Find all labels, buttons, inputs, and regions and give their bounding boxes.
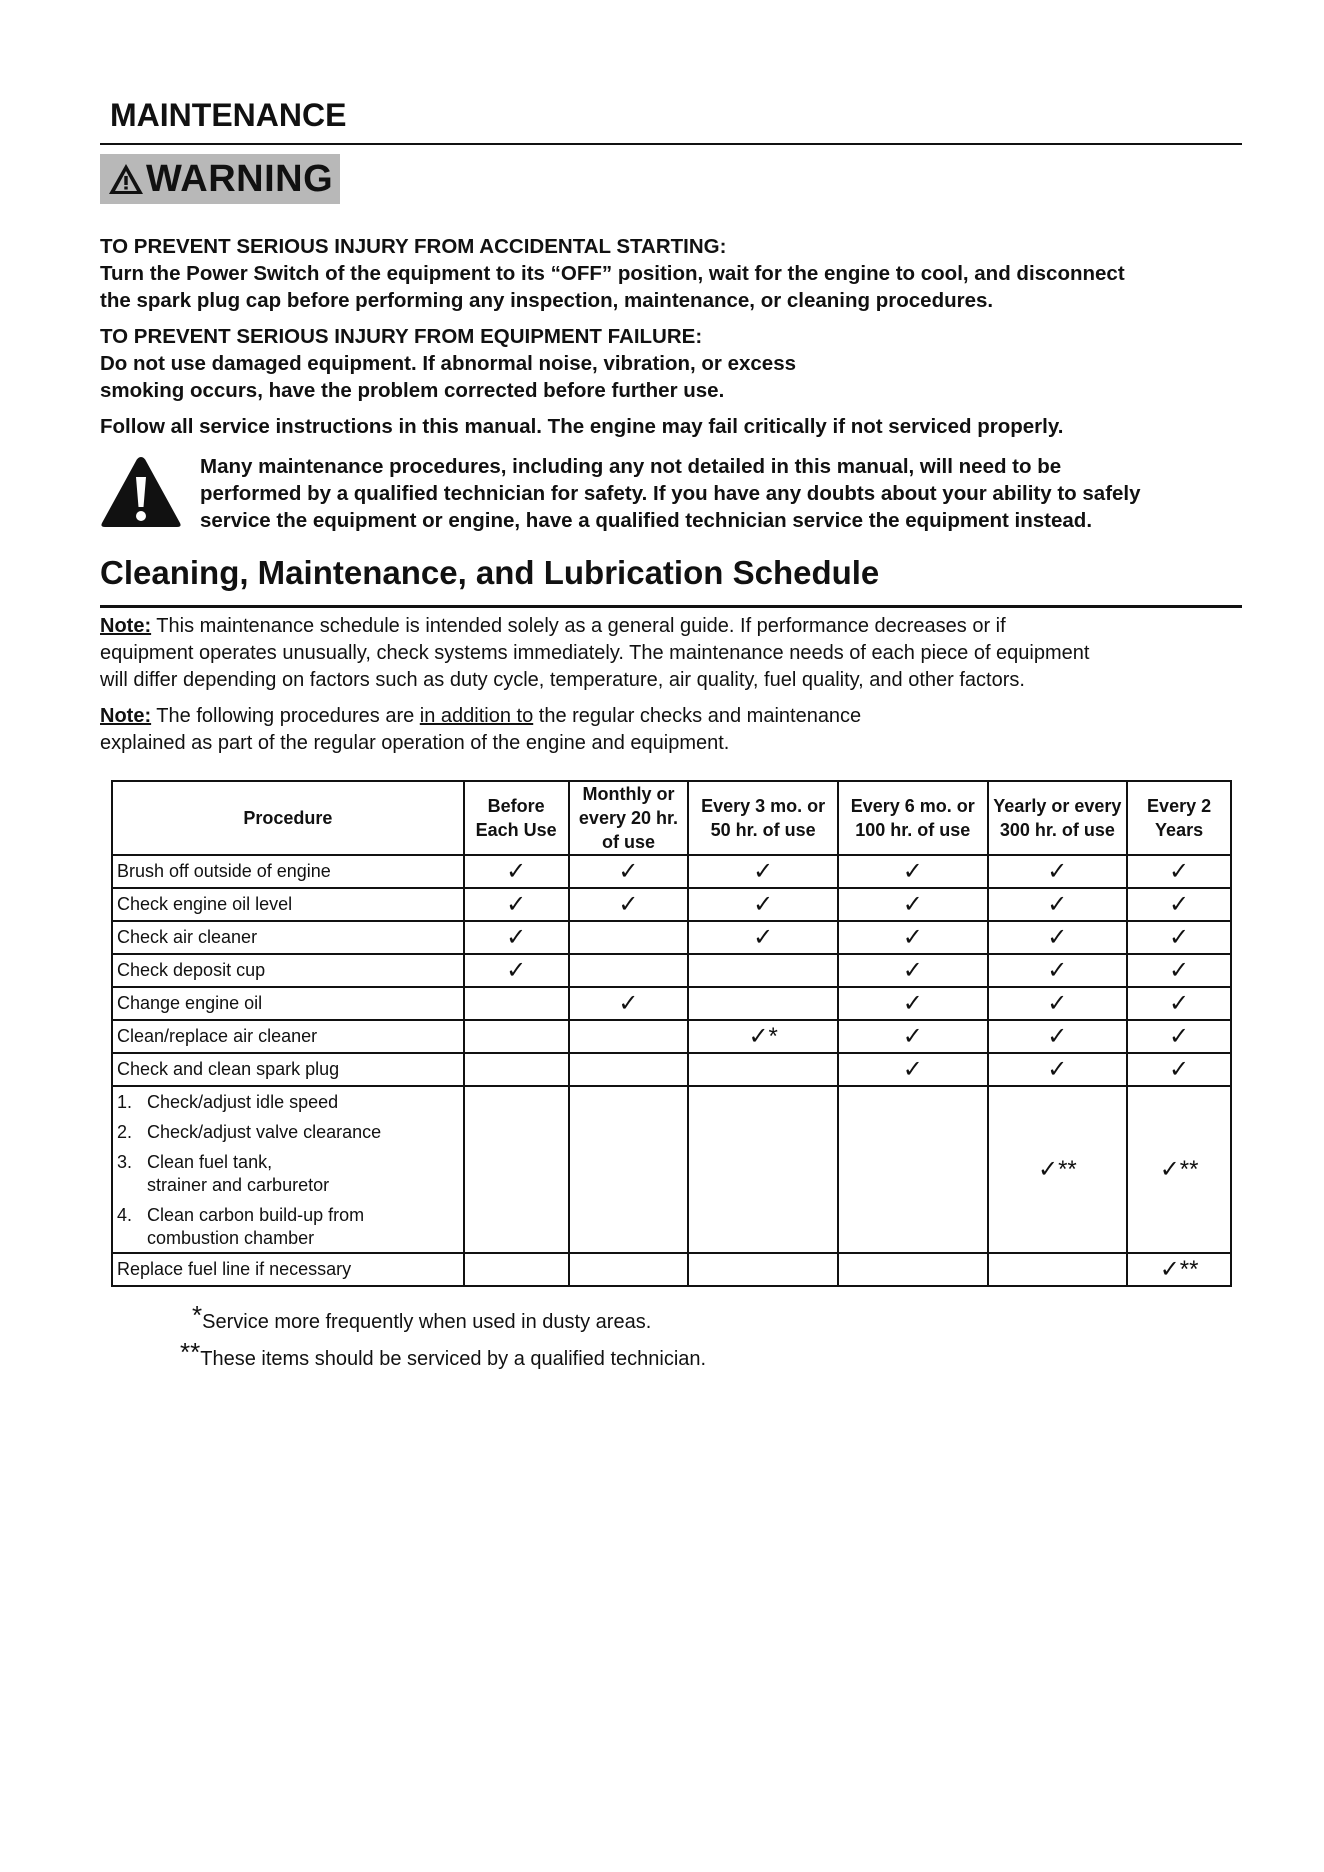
check-cell — [838, 1086, 988, 1253]
check-cell: ✓ — [1127, 855, 1231, 888]
accidental-start-warning — [100, 233, 1125, 314]
check-cell: ✓ — [688, 855, 838, 888]
note-1-line-2: equipment operates unusually, check systems immediately. The maintenance needs of each piece of equipment — [100, 642, 1090, 664]
check-cell — [688, 1053, 838, 1086]
check-cell — [464, 1253, 569, 1286]
title-rule — [100, 143, 1242, 145]
grouped-procedures — [112, 1086, 464, 1253]
accidental-line-1: Turn the Power Switch of the equipment to its “OFF” position, wait for the engine to cool, and disconnect — [100, 262, 1125, 285]
item-text: Clean carbon build-up from combustion chamber — [147, 1205, 365, 1248]
section-title: MAINTENANCE — [110, 97, 347, 133]
check-cell: ✓ — [1127, 954, 1231, 987]
check-cell: ✓** — [988, 1086, 1128, 1253]
check-cell: ✓ — [988, 921, 1128, 954]
check-cell: ✓ — [988, 987, 1128, 1020]
note-label: Note: — [100, 705, 152, 727]
failure-line-1: Do not use damaged equipment. If abnormal noise, vibration, or excess — [100, 352, 797, 375]
header-yearly: Yearly or every 300 hr. of use — [988, 781, 1128, 855]
procedure-cell: Check deposit cup — [112, 954, 464, 987]
follow-instructions — [100, 413, 1063, 440]
procedure-cell: Check air cleaner — [112, 921, 464, 954]
table-row — [112, 1020, 1231, 1053]
check-cell: ✓ — [464, 921, 569, 954]
check-cell: ✓ — [988, 1020, 1128, 1053]
check-cell — [838, 1253, 988, 1286]
procedure-cell: Check and clean spark plug — [112, 1053, 464, 1086]
failure-heading: TO PREVENT SERIOUS INJURY FROM EQUIPMENT FAILURE: — [100, 325, 703, 348]
table-row-group — [112, 1086, 1231, 1253]
check-cell: ✓ — [1127, 921, 1231, 954]
check-cell: ✓ — [988, 1053, 1128, 1086]
footnote-single-star — [180, 1300, 706, 1337]
footnote-marker: * — [192, 1300, 203, 1330]
warning-label: WARNING — [146, 157, 334, 200]
warning-badge — [100, 154, 340, 204]
list-item — [117, 1151, 459, 1197]
check-cell — [688, 987, 838, 1020]
check-cell: ✓ — [838, 954, 988, 987]
check-cell — [688, 954, 838, 987]
header-3-months: Every 3 mo. or 50 hr. of use — [688, 781, 838, 855]
check-cell — [464, 1053, 569, 1086]
check-cell: ✓ — [988, 954, 1128, 987]
check-cell: ✓ — [569, 855, 689, 888]
note-2 — [100, 703, 861, 757]
caution-line-2: performed by a qualified technician for safety. If you have any doubts about your ability to safely — [200, 482, 1141, 505]
check-cell: ✓ — [569, 987, 689, 1020]
check-cell: ✓ — [688, 921, 838, 954]
check-cell: ✓ — [838, 1053, 988, 1086]
check-cell: ✓ — [1127, 1053, 1231, 1086]
procedure-cell: Clean/replace air cleaner — [112, 1020, 464, 1053]
check-cell: ✓ — [464, 855, 569, 888]
check-cell: ✓ — [688, 888, 838, 921]
header-procedure: Procedure — [112, 781, 464, 855]
check-cell — [464, 987, 569, 1020]
check-cell: ✓ — [988, 855, 1128, 888]
table-row — [112, 888, 1231, 921]
check-cell — [464, 1020, 569, 1053]
check-cell: ✓ — [838, 888, 988, 921]
table-row — [112, 954, 1231, 987]
check-cell — [569, 1053, 689, 1086]
item-text: Clean fuel tank, strainer and carburetor — [147, 1152, 330, 1195]
table-header-row — [112, 781, 1231, 855]
note-2-post: the regular checks and maintenance — [533, 705, 862, 727]
list-item — [117, 1121, 459, 1144]
footnote-double-star — [180, 1337, 706, 1374]
check-cell: ✓ — [1127, 1020, 1231, 1053]
footnote-marker: ** — [180, 1337, 201, 1367]
list-item — [117, 1091, 459, 1114]
note-2-line-1 — [100, 703, 861, 730]
check-cell — [688, 1086, 838, 1253]
procedure-cell: Check engine oil level — [112, 888, 464, 921]
check-cell: ✓** — [1127, 1253, 1231, 1286]
check-cell — [569, 921, 689, 954]
accidental-line-2: the spark plug cap before performing any inspection, maintenance, or cleaning procedures. — [100, 289, 994, 312]
table-row — [112, 1253, 1231, 1286]
procedure-cell: Replace fuel line if necessary — [112, 1253, 464, 1286]
procedure-cell: Change engine oil — [112, 987, 464, 1020]
check-cell — [569, 1020, 689, 1053]
check-cell — [464, 1086, 569, 1253]
header-before-each-use: Before Each Use — [464, 781, 569, 855]
item-number: 4. — [117, 1205, 133, 1225]
check-cell: ✓ — [1127, 987, 1231, 1020]
check-cell: ✓ — [838, 987, 988, 1020]
item-text: Check/adjust valve clearance — [147, 1122, 382, 1142]
footnote-text: These items should be serviced by a qualified technician. — [200, 1348, 707, 1370]
footnote-text: Service more frequently when used in dusty areas. — [202, 1311, 652, 1333]
check-cell — [569, 1086, 689, 1253]
maintenance-schedule-table — [111, 780, 1232, 1287]
table-row — [112, 987, 1231, 1020]
check-cell — [688, 1253, 838, 1286]
note-2-line-2: explained as part of the regular operation of the engine and equipment. — [100, 732, 730, 754]
item-number: 3. — [117, 1152, 133, 1172]
check-cell: ✓ — [988, 888, 1128, 921]
note-1-line-1 — [100, 613, 1089, 640]
item-number: 1. — [117, 1092, 133, 1112]
schedule-rule — [100, 605, 1242, 608]
note-1-line-3: will differ depending on factors such as duty cycle, temperature, air quality, fuel quality, and other factors. — [100, 669, 1025, 691]
check-cell: ✓ — [569, 888, 689, 921]
note-label: Note: — [100, 615, 152, 637]
check-cell: ✓ — [838, 1020, 988, 1053]
check-cell: ✓ — [464, 888, 569, 921]
check-cell — [988, 1253, 1128, 1286]
follow-text: Follow all service instructions in this manual. The engine may fail critically if not serviced properly. — [100, 415, 1064, 438]
item-text: Check/adjust idle speed — [147, 1092, 339, 1112]
equipment-failure-warning — [100, 323, 796, 404]
note-1-text: This maintenance schedule is intended solely as a general guide. If performance decreases or if — [151, 615, 1006, 637]
list-item — [117, 1204, 459, 1250]
table-row — [112, 855, 1231, 888]
item-number: 2. — [117, 1122, 133, 1142]
note-2-emphasis: in addition to — [419, 705, 534, 727]
caution-line-3: service the equipment or engine, have a qualified technician service the equipment instead. — [200, 509, 1093, 532]
note-2-pre: The following procedures are — [151, 705, 420, 727]
failure-line-2: smoking occurs, have the problem corrected before further use. — [100, 379, 725, 402]
check-cell — [569, 954, 689, 987]
check-cell: ✓ — [838, 855, 988, 888]
header-monthly: Monthly or every 20 hr. of use — [569, 781, 689, 855]
accidental-heading: TO PREVENT SERIOUS INJURY FROM ACCIDENTAL STARTING: — [100, 235, 727, 258]
header-2-years: Every 2 Years — [1127, 781, 1231, 855]
check-cell: ✓ — [1127, 888, 1231, 921]
header-6-months: Every 6 mo. or 100 hr. of use — [838, 781, 988, 855]
footnotes — [180, 1300, 706, 1374]
check-cell: ✓* — [688, 1020, 838, 1053]
caution-line-1: Many maintenance procedures, including any not detailed in this manual, will need to be — [200, 455, 1062, 478]
procedure-cell: Brush off outside of engine — [112, 855, 464, 888]
check-cell: ✓ — [464, 954, 569, 987]
check-cell — [569, 1253, 689, 1286]
note-1 — [100, 613, 1089, 694]
caution-triangle-icon — [100, 455, 182, 529]
table-row — [112, 1053, 1231, 1086]
warning-triangle-icon — [108, 163, 144, 195]
check-cell: ✓ — [838, 921, 988, 954]
check-cell: ✓** — [1127, 1086, 1231, 1253]
schedule-title: Cleaning, Maintenance, and Lubrication Schedule — [100, 554, 880, 591]
table-row — [112, 921, 1231, 954]
caution-text — [200, 453, 1240, 534]
